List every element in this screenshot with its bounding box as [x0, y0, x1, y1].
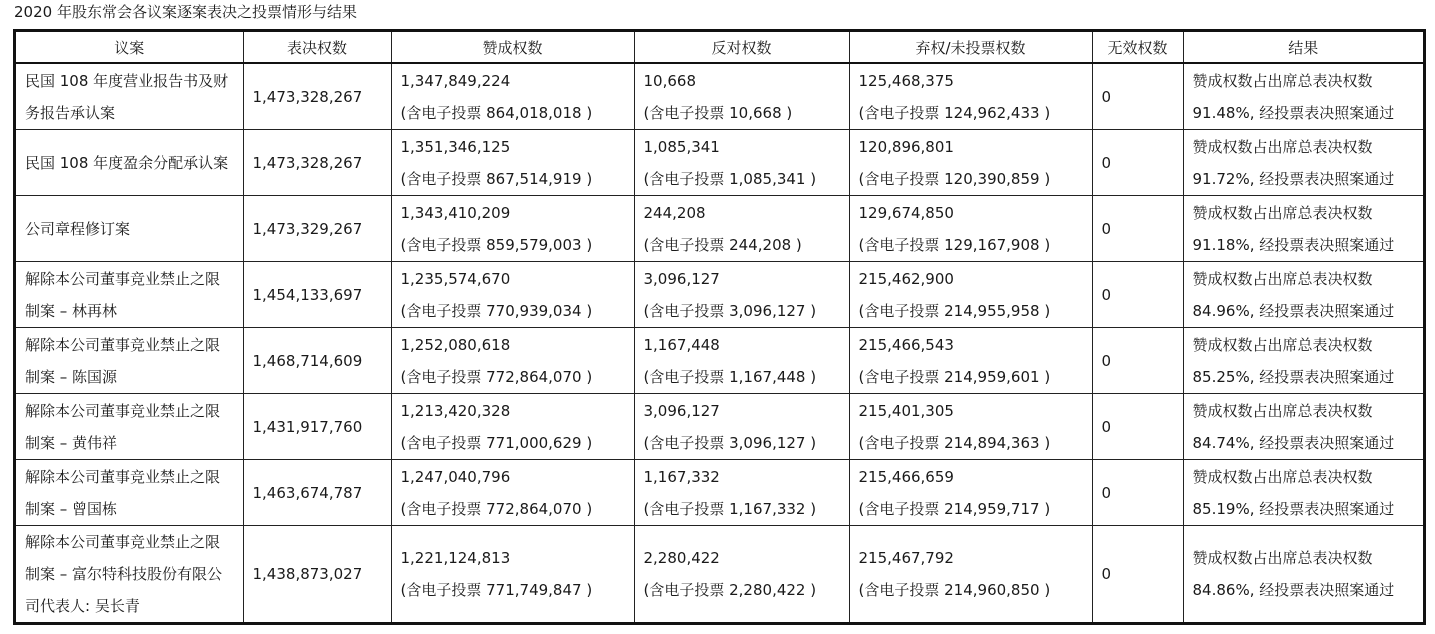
column-header: 赞成权数	[391, 32, 634, 63]
approve-electronic-votes: (含电子投票 772,864,070 )	[400, 367, 593, 386]
abstain-votes: 125,468,375	[858, 71, 954, 90]
invalid-votes: 0	[1101, 351, 1112, 370]
oppose-votes-cell	[634, 526, 849, 623]
abstain-electronic-votes: (含电子投票 214,960,850 )	[858, 581, 1051, 599]
abstain-electronic-votes: (含电子投票 124,962,433 )	[858, 103, 1051, 122]
approve-votes: 1,235,574,670	[400, 269, 511, 288]
abstain-electronic-votes: (含电子投票 214,959,601 )	[858, 367, 1051, 386]
approve-votes: 1,351,346,125	[400, 137, 511, 156]
abstain-votes-cell	[849, 262, 1092, 328]
column-header: 无效权数	[1092, 32, 1183, 63]
result-cell	[1183, 460, 1423, 526]
voting-results-table-frame	[13, 29, 1426, 625]
abstain-electronic-votes: (含电子投票 214,955,958 )	[858, 301, 1051, 320]
oppose-votes: 1,167,332	[643, 467, 720, 486]
table-row	[16, 63, 1423, 130]
invalid-votes: 0	[1101, 565, 1112, 583]
result-text-line-2: 91.18%, 经投票表决照案通过	[1192, 235, 1395, 254]
table-row	[16, 130, 1423, 196]
approve-electronic-votes: (含电子投票 771,749,847 )	[400, 581, 593, 599]
proposal-name: 解除本公司董事竞业禁止之限制案 – 陈国源	[25, 335, 221, 386]
oppose-electronic-votes: (含电子投票 1,167,332 )	[643, 499, 817, 518]
total-votes-cell	[243, 63, 391, 130]
result-cell	[1183, 526, 1423, 623]
oppose-votes-cell	[634, 63, 849, 130]
invalid-votes: 0	[1101, 87, 1112, 106]
column-header: 表决权数	[243, 32, 391, 63]
abstain-votes: 215,466,659	[858, 467, 954, 486]
approve-votes-cell	[391, 394, 634, 460]
total-votes: 1,463,674,787	[252, 483, 363, 502]
proposal-name: 民国 108 年度盈余分配承认案	[25, 153, 229, 172]
result-text-line-1: 赞成权数占出席总表决权数	[1192, 549, 1373, 567]
result-text-line-1: 赞成权数占出席总表决权数	[1192, 467, 1373, 486]
proposal-name: 公司章程修订案	[25, 219, 131, 238]
result-text-line-1: 赞成权数占出席总表决权数	[1192, 137, 1373, 156]
abstain-votes: 129,674,850	[858, 203, 954, 222]
approve-electronic-votes: (含电子投票 859,579,003 )	[400, 235, 593, 254]
column-header: 议案	[16, 32, 243, 63]
abstain-votes-cell	[849, 460, 1092, 526]
oppose-votes-cell	[634, 130, 849, 196]
invalid-votes-cell	[1092, 526, 1183, 623]
total-votes-cell	[243, 196, 391, 262]
abstain-votes: 215,401,305	[858, 401, 954, 420]
approve-votes-cell	[391, 196, 634, 262]
table-row	[16, 196, 1423, 262]
approve-votes: 1,347,849,224	[400, 71, 511, 90]
oppose-votes: 3,096,127	[643, 401, 720, 420]
oppose-votes: 1,167,448	[643, 335, 720, 354]
total-votes: 1,473,328,267	[252, 87, 363, 106]
proposal-name: 解除本公司董事竞业禁止之限制案 – 黄伟祥	[25, 401, 221, 452]
result-cell	[1183, 394, 1423, 460]
approve-votes-cell	[391, 262, 634, 328]
approve-electronic-votes: (含电子投票 770,939,034 )	[400, 301, 593, 320]
oppose-electronic-votes: (含电子投票 10,668 )	[643, 103, 793, 122]
voting-results-table	[16, 32, 1423, 622]
oppose-votes: 244,208	[643, 203, 706, 222]
approve-votes: 1,221,124,813	[400, 549, 511, 567]
abstain-electronic-votes: (含电子投票 214,894,363 )	[858, 433, 1051, 452]
table-row	[16, 394, 1423, 460]
approve-votes: 1,247,040,796	[400, 467, 511, 486]
result-text-line-2: 85.25%, 经投票表决照案通过	[1192, 367, 1395, 386]
approve-electronic-votes: (含电子投票 867,514,919 )	[400, 169, 593, 188]
oppose-electronic-votes: (含电子投票 1,085,341 )	[643, 169, 817, 188]
abstain-votes: 215,467,792	[858, 549, 954, 567]
proposal-name: 解除本公司董事竞业禁止之限制案 – 曾国栋	[25, 467, 221, 518]
column-header: 结果	[1183, 32, 1423, 63]
abstain-votes: 120,896,801	[858, 137, 954, 156]
invalid-votes: 0	[1101, 219, 1112, 238]
result-text-line-2: 91.72%, 经投票表决照案通过	[1192, 169, 1395, 188]
result-text-line-2: 85.19%, 经投票表决照案通过	[1192, 499, 1395, 518]
total-votes: 1,473,328,267	[252, 153, 363, 172]
table-header-row	[16, 32, 1423, 63]
invalid-votes-cell	[1092, 130, 1183, 196]
proposal-name: 民国 108 年度营业报告书及财务报告承认案	[25, 71, 229, 122]
total-votes-cell	[243, 130, 391, 196]
invalid-votes: 0	[1101, 153, 1112, 172]
proposal-name: 解除本公司董事竞业禁止之限制案 – 林再林	[25, 269, 221, 320]
oppose-votes-cell	[634, 262, 849, 328]
result-text-line-1: 赞成权数占出席总表决权数	[1192, 203, 1373, 222]
invalid-votes: 0	[1101, 285, 1112, 304]
abstain-votes: 215,462,900	[858, 269, 954, 288]
table-row	[16, 460, 1423, 526]
abstain-electronic-votes: (含电子投票 214,959,717 )	[858, 499, 1051, 518]
total-votes-cell	[243, 460, 391, 526]
abstain-electronic-votes: (含电子投票 129,167,908 )	[858, 235, 1051, 254]
oppose-votes-cell	[634, 394, 849, 460]
invalid-votes-cell	[1092, 328, 1183, 394]
result-cell	[1183, 262, 1423, 328]
oppose-votes: 2,280,422	[643, 549, 720, 567]
oppose-votes-cell	[634, 328, 849, 394]
invalid-votes-cell	[1092, 63, 1183, 130]
total-votes: 1,454,133,697	[252, 285, 363, 304]
proposal-name-cell	[16, 328, 243, 394]
oppose-electronic-votes: (含电子投票 2,280,422 )	[643, 581, 817, 599]
oppose-votes: 10,668	[643, 71, 696, 90]
approve-electronic-votes: (含电子投票 771,000,629 )	[400, 433, 593, 452]
result-cell	[1183, 130, 1423, 196]
oppose-electronic-votes: (含电子投票 1,167,448 )	[643, 367, 817, 386]
result-cell	[1183, 196, 1423, 262]
result-text-line-1: 赞成权数占出席总表决权数	[1192, 401, 1373, 420]
oppose-votes-cell	[634, 196, 849, 262]
total-votes: 1,438,873,027	[252, 565, 363, 583]
oppose-votes-cell	[634, 460, 849, 526]
abstain-votes-cell	[849, 394, 1092, 460]
approve-votes-cell	[391, 526, 634, 623]
invalid-votes-cell	[1092, 262, 1183, 328]
invalid-votes: 0	[1101, 417, 1112, 436]
approve-votes-cell	[391, 328, 634, 394]
proposal-name-cell	[16, 394, 243, 460]
proposal-name-cell	[16, 262, 243, 328]
abstain-votes-cell	[849, 63, 1092, 130]
table-row	[16, 262, 1423, 328]
invalid-votes: 0	[1101, 483, 1112, 502]
result-cell	[1183, 63, 1423, 130]
approve-electronic-votes: (含电子投票 772,864,070 )	[400, 499, 593, 518]
total-votes: 1,473,329,267	[252, 219, 363, 238]
result-text-line-1: 赞成权数占出席总表决权数	[1192, 71, 1373, 90]
total-votes: 1,431,917,760	[252, 417, 363, 436]
result-text-line-2: 91.48%, 经投票表决照案通过	[1192, 103, 1395, 122]
oppose-electronic-votes: (含电子投票 3,096,127 )	[643, 433, 817, 452]
total-votes: 1,468,714,609	[252, 351, 363, 370]
table-row	[16, 328, 1423, 394]
column-header: 弃权/未投票权数	[849, 32, 1092, 63]
abstain-votes-cell	[849, 526, 1092, 623]
oppose-votes: 1,085,341	[643, 137, 720, 156]
approve-votes: 1,252,080,618	[400, 335, 511, 354]
table-row	[16, 526, 1423, 623]
proposal-name-cell	[16, 526, 243, 623]
invalid-votes-cell	[1092, 196, 1183, 262]
proposal-name-cell	[16, 460, 243, 526]
result-text-line-2: 84.96%, 经投票表决照案通过	[1192, 301, 1395, 320]
oppose-electronic-votes: (含电子投票 244,208 )	[643, 235, 802, 254]
approve-votes-cell	[391, 130, 634, 196]
abstain-votes: 215,466,543	[858, 335, 954, 354]
approve-votes-cell	[391, 63, 634, 130]
column-header: 反对权数	[634, 32, 849, 63]
proposal-name: 解除本公司董事竞业禁止之限制案 – 富尔特科技股份有限公司代表人: 吴长青	[25, 533, 223, 615]
oppose-electronic-votes: (含电子投票 3,096,127 )	[643, 301, 817, 320]
proposal-name-cell	[16, 130, 243, 196]
total-votes-cell	[243, 526, 391, 623]
invalid-votes-cell	[1092, 460, 1183, 526]
proposal-name-cell	[16, 196, 243, 262]
oppose-votes: 3,096,127	[643, 269, 720, 288]
result-text-line-2: 84.86%, 经投票表决照案通过	[1192, 581, 1395, 599]
approve-electronic-votes: (含电子投票 864,018,018 )	[400, 103, 593, 122]
approve-votes: 1,343,410,209	[400, 203, 511, 222]
result-text-line-2: 84.74%, 经投票表决照案通过	[1192, 433, 1395, 452]
approve-votes: 1,213,420,328	[400, 401, 511, 420]
proposal-name-cell	[16, 63, 243, 130]
abstain-votes-cell	[849, 196, 1092, 262]
invalid-votes-cell	[1092, 394, 1183, 460]
result-cell	[1183, 328, 1423, 394]
abstain-electronic-votes: (含电子投票 120,390,859 )	[858, 169, 1051, 188]
abstain-votes-cell	[849, 328, 1092, 394]
abstain-votes-cell	[849, 130, 1092, 196]
result-text-line-1: 赞成权数占出席总表决权数	[1192, 335, 1373, 354]
approve-votes-cell	[391, 460, 634, 526]
total-votes-cell	[243, 394, 391, 460]
total-votes-cell	[243, 328, 391, 394]
result-text-line-1: 赞成权数占出席总表决权数	[1192, 269, 1373, 288]
table-caption: 2020 年股东常会各议案逐案表决之投票情形与结果	[14, 3, 357, 21]
total-votes-cell	[243, 262, 391, 328]
